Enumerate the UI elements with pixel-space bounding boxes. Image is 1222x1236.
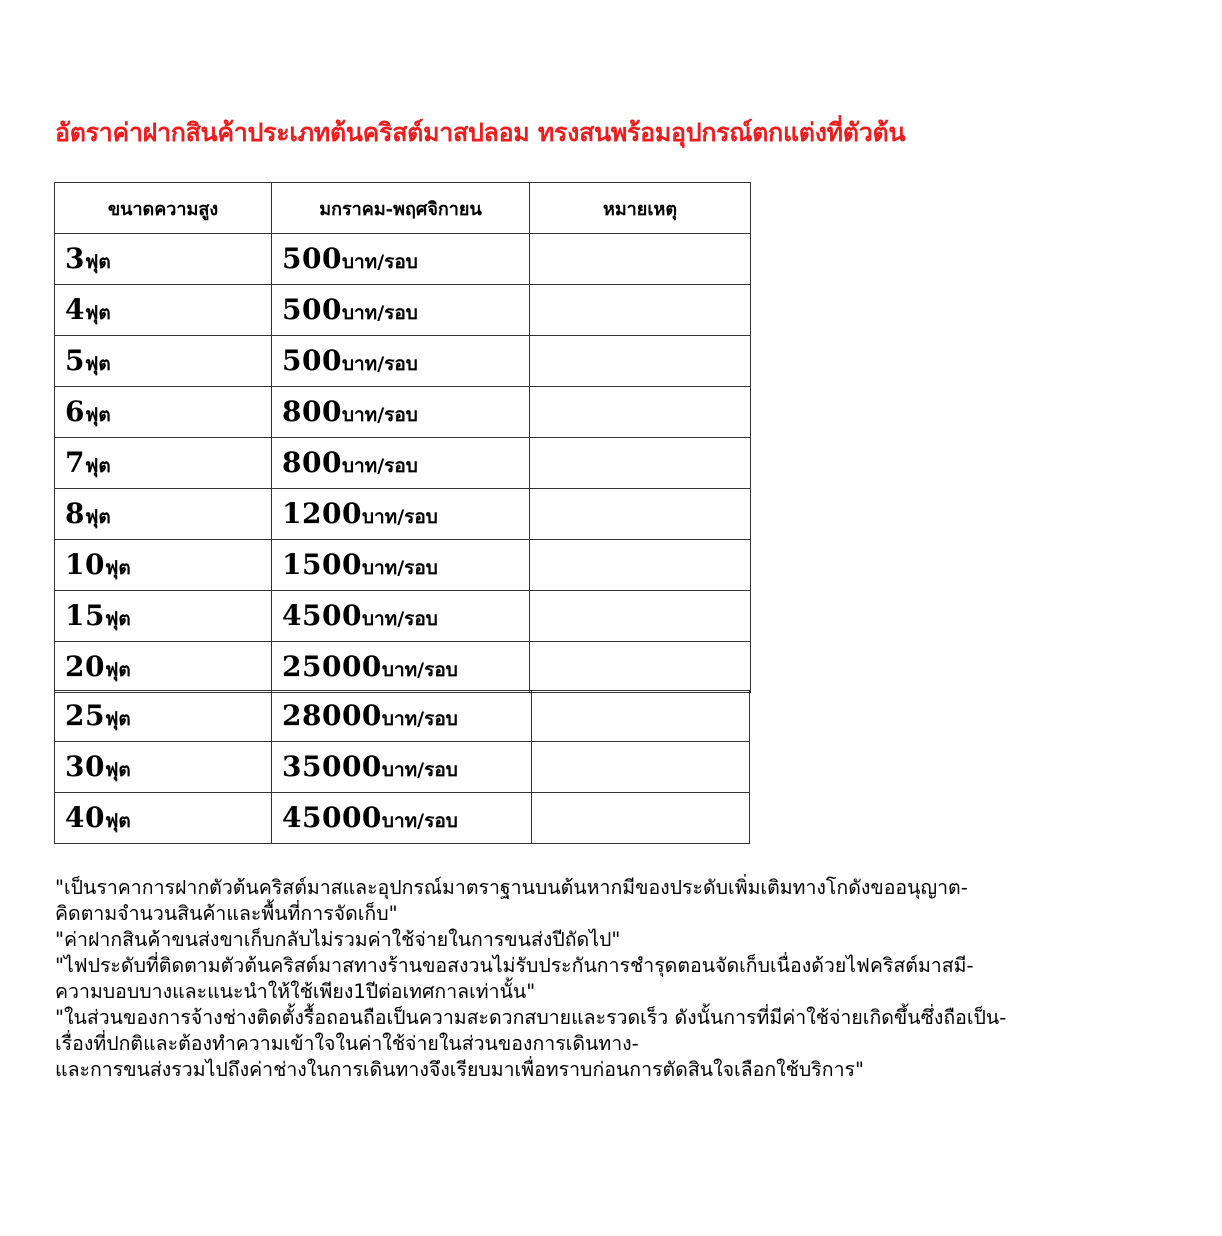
note-cell xyxy=(530,285,751,336)
price-value: 500 xyxy=(282,241,342,275)
size-cell xyxy=(55,591,272,642)
size-value: 6 xyxy=(65,394,85,428)
note-line: และการขนส่งรวมไปถึงค่าช่างในการเดินทางจึงเรียบมาเพื่อทราบก่อนการตัดสินใจเลือกใช้บริการ" xyxy=(55,1058,864,1081)
price-unit: บาท/รอบ xyxy=(361,556,438,579)
table-row xyxy=(55,691,750,742)
size-value: 15 xyxy=(65,598,105,632)
table-row xyxy=(55,540,751,591)
size-value: 40 xyxy=(65,800,105,834)
price-cell xyxy=(272,387,530,438)
note-line: ความบอบบางและแนะนำให้ใช้เพียง1ปีต่อเทศกาลเท่านั้น" xyxy=(55,980,536,1003)
note-cell xyxy=(532,742,750,793)
note-cell xyxy=(532,793,750,844)
note-line: คิดตามจำนวนสินค้าและพื้นที่การจัดเก็บ" xyxy=(55,902,398,925)
size-value: 30 xyxy=(65,749,105,783)
note-line: เรื่องที่ปกติและต้องทำความเข้าใจในค่าใช้จ่ายในส่วนของการเดินทาง- xyxy=(55,1032,639,1055)
note-cell xyxy=(532,691,750,742)
price-cell xyxy=(272,285,530,336)
note-line: "ค่าฝากสินค้าขนส่งขาเก็บกลับไม่รวมค่าใช้จ่ายในการขนส่งปีถัดไป" xyxy=(55,928,621,951)
size-cell xyxy=(55,387,272,438)
page-title: อัตราค่าฝากสินค้าประเภทต้นคริสต์มาสปลอม ทรงสนพร้อมอุปกรณ์ตกแต่งที่ตัวต้น xyxy=(55,118,906,147)
note-cell xyxy=(530,489,751,540)
price-value: 500 xyxy=(282,292,342,326)
size-cell xyxy=(55,691,272,742)
size-cell xyxy=(55,793,272,844)
price-value: 1500 xyxy=(282,547,362,581)
size-value: 5 xyxy=(65,343,85,377)
size-unit: ฟุต xyxy=(84,301,111,324)
note-cell xyxy=(530,387,751,438)
price-unit: บาท/รอบ xyxy=(341,454,418,477)
price-value: 25000 xyxy=(282,649,382,683)
table-row xyxy=(55,234,751,285)
table-row xyxy=(55,438,751,489)
price-value: 45000 xyxy=(282,800,382,834)
note-cell xyxy=(530,642,751,693)
note-cell xyxy=(530,540,751,591)
size-unit: ฟุต xyxy=(104,758,131,781)
size-value: 10 xyxy=(65,547,105,581)
size-cell xyxy=(55,489,272,540)
price-value: 500 xyxy=(282,343,342,377)
size-cell xyxy=(55,438,272,489)
price-value: 800 xyxy=(282,445,342,479)
size-unit: ฟุต xyxy=(104,707,131,730)
price-value: 28000 xyxy=(282,698,382,732)
note-cell xyxy=(530,438,751,489)
price-cell xyxy=(272,540,530,591)
price-value: 1200 xyxy=(282,496,362,530)
table-row xyxy=(55,285,751,336)
size-unit: ฟุต xyxy=(104,607,131,630)
size-unit: ฟุต xyxy=(104,809,131,832)
size-value: 7 xyxy=(65,445,85,479)
size-cell xyxy=(55,336,272,387)
price-unit: บาท/รอบ xyxy=(341,301,418,324)
header-size: ขนาดความสูง xyxy=(55,183,272,234)
table-row xyxy=(55,793,750,844)
price-value: 35000 xyxy=(282,749,382,783)
price-table xyxy=(54,182,751,693)
note-cell xyxy=(530,336,751,387)
size-unit: ฟุต xyxy=(84,403,111,426)
price-unit: บาท/รอบ xyxy=(341,403,418,426)
price-unit: บาท/รอบ xyxy=(381,658,458,681)
size-cell xyxy=(55,540,272,591)
header-note: หมายเหตุ xyxy=(530,183,751,234)
header-period: มกราคม-พฤศจิกายน xyxy=(272,183,530,234)
price-unit: บาท/รอบ xyxy=(341,250,418,273)
size-value: 25 xyxy=(65,698,105,732)
size-value: 3 xyxy=(65,241,85,275)
size-unit: ฟุต xyxy=(104,658,131,681)
price-unit: บาท/รอบ xyxy=(381,809,458,832)
price-cell xyxy=(272,691,532,742)
size-cell xyxy=(55,285,272,336)
size-value: 20 xyxy=(65,649,105,683)
price-cell xyxy=(272,742,532,793)
table-row xyxy=(55,742,750,793)
table-row xyxy=(55,387,751,438)
size-unit: ฟุต xyxy=(84,250,111,273)
size-cell xyxy=(55,742,272,793)
price-cell xyxy=(272,438,530,489)
size-value: 8 xyxy=(65,496,85,530)
price-unit: บาท/รอบ xyxy=(381,707,458,730)
note-line: "ในส่วนของการจ้างช่างติดตั้งรื้อถอนถือเป็นความสะดวกสบายและรวดเร็ว ดังนั้นการที่มีค่าใช้จ่ายเกิดขึ้นซึ่งถือเป็น- xyxy=(55,1006,1007,1029)
size-unit: ฟุต xyxy=(104,556,131,579)
size-unit: ฟุต xyxy=(84,454,111,477)
price-unit: บาท/รอบ xyxy=(361,607,438,630)
price-unit: บาท/รอบ xyxy=(341,352,418,375)
note-cell xyxy=(530,234,751,285)
price-cell xyxy=(272,642,530,693)
notes-block xyxy=(55,875,1205,1083)
price-unit: บาท/รอบ xyxy=(381,758,458,781)
note-line: "เป็นราคาการฝากตัวต้นคริสต์มาสและอุปกรณ์มาตราฐานบนต้นหากมีของประดับเพิ่มเติมทางโกดังขออนุญาต- xyxy=(55,876,968,899)
table-row xyxy=(55,642,751,693)
table-row xyxy=(55,489,751,540)
price-cell xyxy=(272,336,530,387)
table-header-row xyxy=(55,183,751,234)
price-value: 800 xyxy=(282,394,342,428)
size-cell xyxy=(55,642,272,693)
price-table-continued xyxy=(54,690,750,844)
price-unit: บาท/รอบ xyxy=(361,505,438,528)
size-value: 4 xyxy=(65,292,85,326)
table-row xyxy=(55,336,751,387)
table-row xyxy=(55,591,751,642)
price-cell xyxy=(272,489,530,540)
size-unit: ฟุต xyxy=(84,505,111,528)
price-cell xyxy=(272,793,532,844)
size-unit: ฟุต xyxy=(84,352,111,375)
note-line: "ไฟประดับที่ติดตามตัวต้นคริสต์มาสทางร้านขอสงวนไม่รับประกันการชำรุดตอนจัดเก็บเนื่องด้วยไฟคริสต์มาสมี- xyxy=(55,954,974,977)
price-cell xyxy=(272,234,530,285)
price-cell xyxy=(272,591,530,642)
size-cell xyxy=(55,234,272,285)
note-cell xyxy=(530,591,751,642)
price-value: 4500 xyxy=(282,598,362,632)
